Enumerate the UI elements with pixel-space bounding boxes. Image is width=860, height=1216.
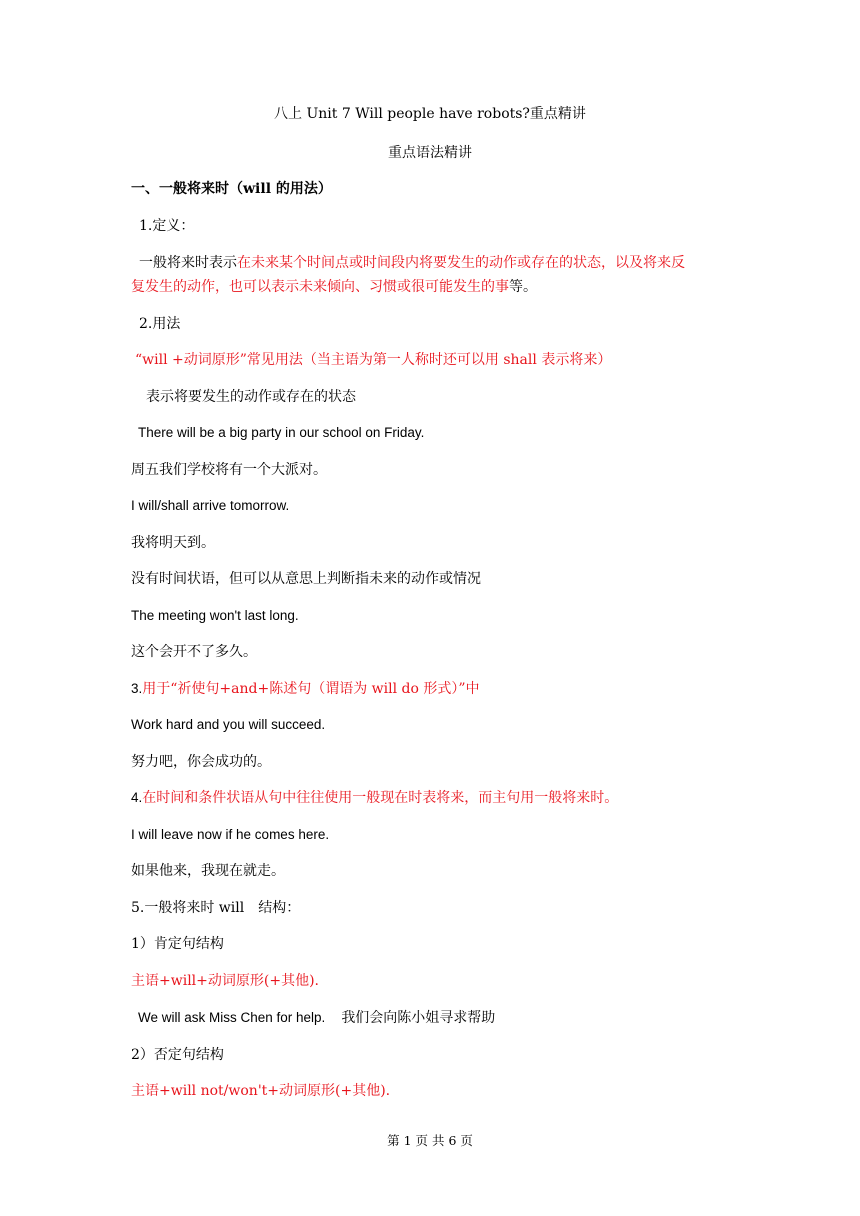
definition-heading: 1.定义：	[139, 218, 195, 234]
negative-structure-heading: 2）否定句结构	[131, 1047, 224, 1063]
point-number: 3.	[131, 681, 143, 696]
usage-subpoint: 表示将要发生的动作或存在的状态	[146, 389, 356, 405]
definition-paragraph-line-2	[131, 277, 537, 297]
definition-paragraph-line-1	[139, 253, 685, 273]
example-sentence-cn: 周五我们学校将有一个大派对。	[131, 462, 327, 478]
positive-example	[138, 1008, 495, 1028]
example-sentence-cn: 这个会开不了多久。	[131, 644, 257, 660]
definition-lead-text: 一般将来时表示	[139, 255, 237, 271]
positive-structure-formula: 主语+will+动词原形(+其他).	[131, 973, 319, 989]
negative-structure-formula: 主语+will not/won't+动词原形(+其他).	[131, 1083, 391, 1099]
point-3	[131, 679, 480, 699]
example-sentence-cn: 努力吧，你会成功的。	[131, 754, 271, 770]
positive-structure-heading: 1）肯定句结构	[131, 936, 224, 952]
point-4-text: 在时间和条件状语从句中往往使用一般现在时表将来，而主句用一般将来时。	[142, 790, 619, 806]
usage-heading: 2.用法	[139, 316, 181, 332]
document-title: 八上 Unit 7 Will people have robots?重点精讲	[274, 106, 586, 122]
document-subtitle: 重点语法精讲	[388, 145, 472, 161]
point-number: 4.	[131, 790, 143, 805]
point-3-text: 用于“祈使句+and+陈述句（谓语为 will do 形式）”中	[142, 681, 480, 697]
usage-rule: “will +动词原形”常见用法（当主语为第一人称时还可以用 shall 表示将来）	[135, 352, 612, 368]
point-5: 5.一般将来时 will 结构：	[131, 900, 301, 916]
definition-highlight-text-continued: 复发生的动作，也可以表示未来倾向、习惯或很可能发生的事	[131, 279, 509, 295]
point-4	[131, 788, 618, 808]
page-footer: 第 1 页 共 6 页	[387, 1133, 473, 1148]
example-sentence-en: Work hard and you will succeed.	[131, 717, 326, 732]
example-sentence-en: We will ask Miss Chen for help.	[138, 1010, 326, 1025]
example-sentence-en: I will/shall arrive tomorrow.	[131, 498, 290, 513]
example-sentence-cn: 如果他来，我现在就走。	[131, 863, 285, 879]
definition-tail-text: 等。	[509, 279, 537, 295]
definition-highlight-text: 在未来某个时间点或时间段内将要发生的动作或存在的状态，以及将来反	[237, 255, 685, 271]
example-sentence-cn: 我们会向陈小姐寻求帮助	[341, 1010, 496, 1026]
example-sentence-en: I will leave now if he comes here.	[131, 827, 330, 842]
example-sentence-en: There will be a big party in our school on Friday.	[138, 425, 425, 440]
section-heading: 一、一般将来时（will 的用法）	[131, 181, 332, 197]
example-sentence-en: The meeting won't last long.	[131, 608, 299, 623]
example-sentence-cn: 我将明天到。	[131, 535, 215, 551]
note-text: 没有时间状语，但可以从意思上判断指未来的动作或情况	[131, 571, 481, 587]
